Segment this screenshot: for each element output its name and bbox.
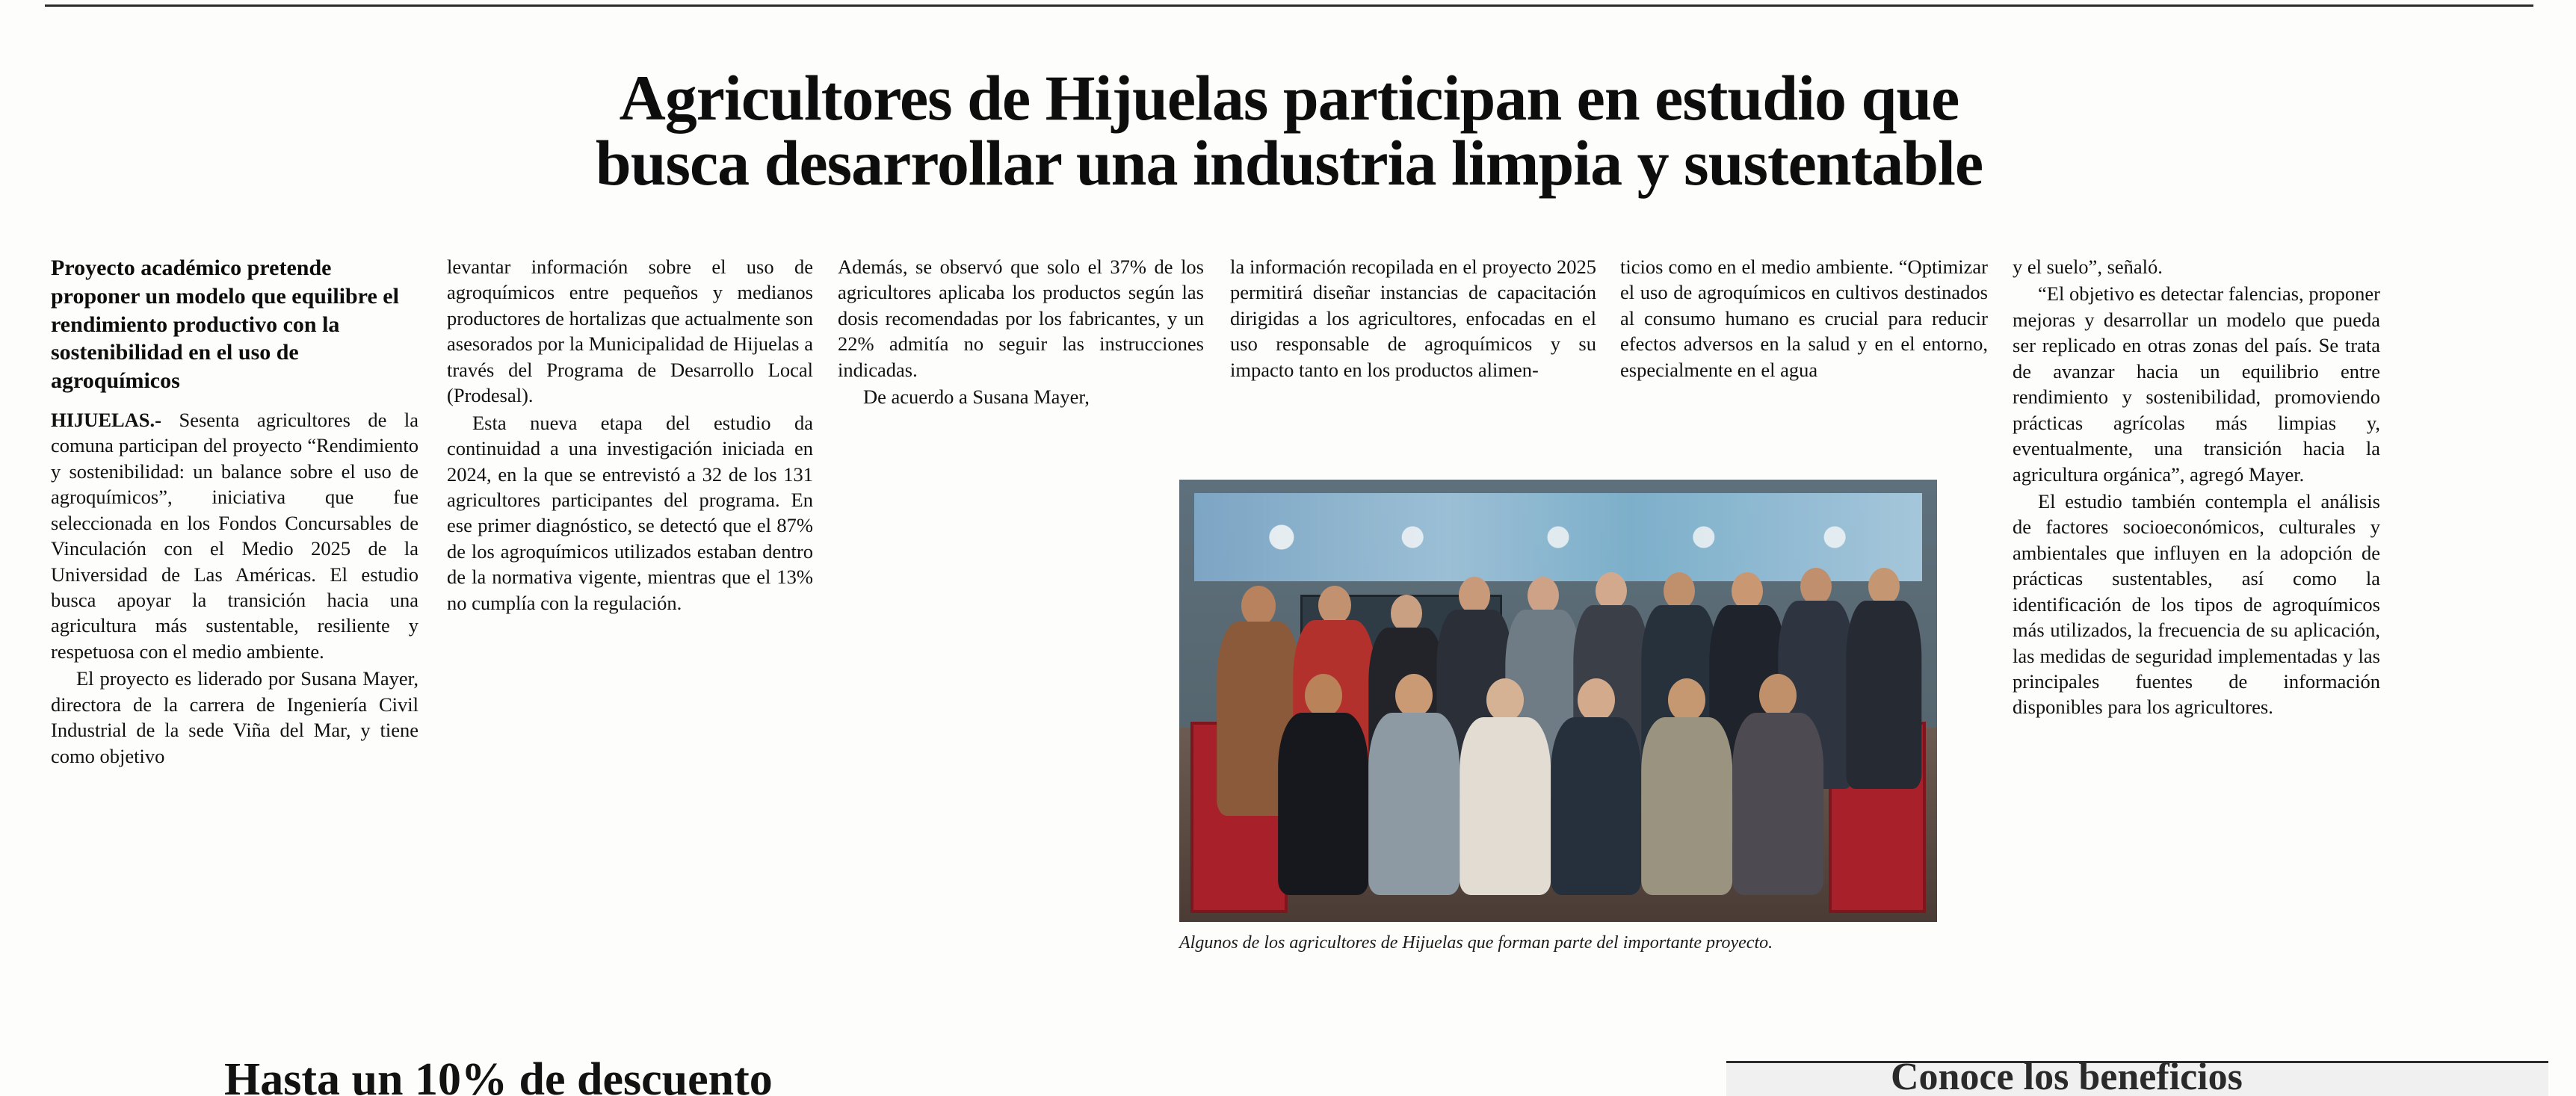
photo-person <box>1732 674 1823 895</box>
col1-paragraph-1 <box>51 407 418 664</box>
article-photo <box>1179 480 1937 922</box>
col6-paragraph-2: “El objetivo es detectar falencias, proponer mejoras y desarrollar un modelo que pueda ser replicado en otras zonas del país. Se trata de avanzar hacia un equilibrio entre rendimiento y sostenibilidad, promoviendo prácticas agrícolas más limpias y, eventualmente, una transición hacia la agricultura orgánica”, agregó Mayer. <box>2013 282 2380 486</box>
col5-paragraph-1: ticios como en el medio ambiente. “Optimizar el uso de agroquímicos en cultivos destinados al consumo humano es crucial para reducir efectos adversos en la salud y en el entorno, especialmente en el agua <box>1620 256 1988 381</box>
column-4 <box>1230 254 1596 384</box>
photo-person <box>1846 568 1921 789</box>
headline-line-2: busca desarrollar una industria limpia y sustentable <box>595 127 1983 199</box>
top-divider <box>45 4 2533 7</box>
column-3 <box>838 254 1204 412</box>
article-photo-wrapper <box>1179 480 1937 950</box>
col1-paragraph-1-text: Sesenta agricultores de la comuna participan del proyecto “Rendimiento y sostenibilidad: un balance sobre el uso de agroquímicos”, iniciativa que fue seleccionada en los Fondos Concursables de Vinculación con el Medio 2025 de la Universidad de Las Américas. El estudio busca apoyar la transición hacia una agricultura más sustentable, resiliente y respetuosa con el medio ambiente. <box>51 408 418 663</box>
col2-paragraph-1: levantar información sobre el uso de agroquímicos entre pequeños y medianos productores de hortalizas que actualmente son asesorados por la Municipalidad de Hijuelas a través del Programa de Desarrollo Local (Prodesal). <box>447 256 813 407</box>
photo-person <box>1278 674 1369 895</box>
col3-paragraph-1: Además, se observó que solo el 37% de los agricultores aplicaba los productos según las dosis recomendadas por los fabricantes, y un 22% admitía no seguir las instrucciones indicadas. <box>838 256 1204 381</box>
dateline: HIJUELAS.- <box>51 408 161 431</box>
photo-person <box>1369 674 1460 895</box>
column-1 <box>51 254 418 770</box>
article-deck: Proyecto académico pretende proponer un modelo que equilibre el rendimiento productivo con la sostenibilidad en el uso de agroquímicos <box>51 256 399 394</box>
photo-person <box>1551 678 1642 895</box>
column-2 <box>447 254 813 617</box>
col1-paragraph-2: El proyecto es liderado por Susana Mayer, directora de la carrera de Ingeniería Civil Industrial de la sede Viña del Mar, y tiene como objetivo <box>51 667 418 767</box>
page-title <box>90 61 2489 199</box>
col4-paragraph-1: la información recopilada en el proyecto 2025 permitirá diseñar instancias de capacitación dirigidas a los agricultores, enfocadas en el uso responsable de agroquímicos y su impacto tanto en los productos alimen- <box>1230 256 1596 381</box>
bottom-strip <box>0 1061 2576 1096</box>
column-6 <box>2013 254 2380 722</box>
column-5 <box>1620 254 1988 384</box>
col6-paragraph-1: y el suelo”, señaló. <box>2013 256 2163 278</box>
col3-paragraph-2: De acuerdo a Susana Mayer, <box>863 386 1090 409</box>
headline-line-1: Agricultores de Hijuelas participan en estudio que <box>619 61 1959 134</box>
photo-person <box>1460 678 1551 895</box>
promo-box-text: Conoce los beneficios <box>1891 1061 2243 1096</box>
col6-paragraph-3: El estudio también contempla el análisis de factores socioeconómicos, culturales y ambientales que influyen en la adopción de prácticas sustentables, así como la identificación de los tipos de agroquímicos más utilizados, la frecuencia de su aplicación, las medidas de seguridad implementadas y las principales fuentes de información disponibles para los agricultores. <box>2013 489 2380 719</box>
col2-paragraph-2: Esta nueva etapa del estudio da continuidad a una investigación iniciada en 2024, en la que se entrevistó a 32 de los 131 agricultores participantes del programa. En ese primer diagnóstico, se detectó que el 87% de los agroquímicos utilizados estaban dentro de la normativa vigente, mientras que el 13% no cumplía con la regulación. <box>447 411 813 614</box>
photo-person <box>1642 678 1733 895</box>
next-article-headline: Hasta un 10% de descuento <box>224 1061 773 1096</box>
photo-caption: Algunos de los agricultores de Hijuelas que forman parte del importante proyecto. <box>1179 933 1773 953</box>
